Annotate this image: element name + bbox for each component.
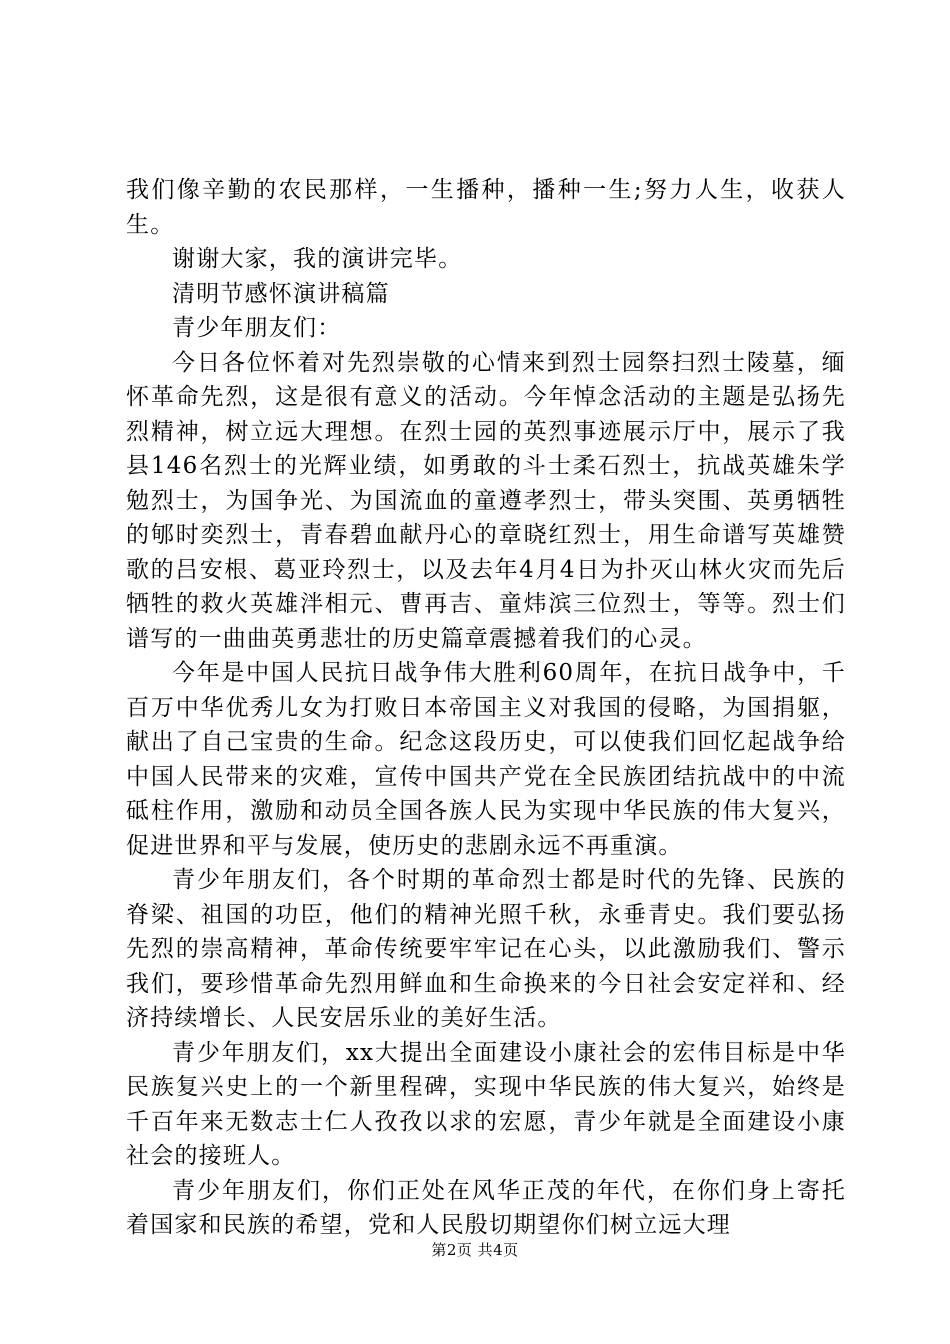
paragraph: 今年是中国人民抗日战争伟大胜利60周年，在抗日战争中，千百万中华优秀儿女为打败日本帝国主义对我国的侵略，为国捐躯，献出了自己宝贵的生命。纪念这段历史，可以使我们回忆起战争给中国人民带来的灾难，宣传中国共产党在全民族团结抗战中的中流砥柱作用，激励和动员全国各族人民为实现中华民族的伟大复兴，促进世界和平与发展，使历史的悲剧永远不再重演。 bbox=[126, 660, 846, 859]
paragraph-thanks: 谢谢大家，我的演讲完毕。 bbox=[172, 246, 463, 272]
paragraph: 青少年朋友们，各个时期的革命烈士都是时代的先锋、民族的脊梁、祖国的功臣，他们的精神光照千秋，永垂青史。我们要弘扬先烈的崇高精神，革命传统要牢牢记在心头，以此激励我们、警示我们，要珍惜革命先烈用鲜血和生命换来的今日社会安定祥和、经济持续增长、人民安居乐业的美好生活。 bbox=[126, 867, 846, 1031]
section-heading: 清明节感怀演讲稿篇 bbox=[172, 280, 390, 307]
paragraph-continuation: 我们像辛勤的农民那样，一生播种，播种一生;努力人生，收获人生。 bbox=[126, 177, 846, 238]
paragraph: 今日各位怀着对先烈崇敬的心情来到烈士园祭扫烈士陵墓，缅怀革命先烈，这是很有意义的活动。今年悼念活动的主题是弘扬先烈精神，树立远大理想。在烈士园的英烈事迹展示厅中，展示了我县146名烈士的光辉业绩，如勇敢的斗士柔石烈士，抗战英雄朱学勉烈士，为国争光、为国流血的童遵孝烈士，带头突围、英勇牺牲的郇时奕烈士，青春碧血献丹心的章晓红烈士，用生命谱写英雄赞歌的吕安根、葛亚玲烈士，以及去年4月4日为扑灭山林火灾而先后牺牲的救火英雄泮相元、曹再吉、童炜滨三位烈士，等等。烈士们谱写的一曲曲英勇悲壮的历史篇章震撼着我们的心灵。 bbox=[126, 349, 846, 652]
page-number-footer: 第2页 共4页 bbox=[431, 1241, 519, 1259]
document-body bbox=[126, 173, 846, 1243]
salutation: 青少年朋友们： bbox=[172, 315, 342, 341]
paragraph: 青少年朋友们，你们正处在风华正茂的年代，在你们身上寄托着国家和民族的希望，党和人民殷切期望你们树立远大理 bbox=[126, 1177, 846, 1238]
paragraph: 青少年朋友们，xx大提出全面建设小康社会的宏伟目标是中华民族复兴史上的一个新里程碑，实现中华民族的伟大复兴，始终是千百年来无数志士仁人孜孜以求的宏愿，青少年就是全面建设小康社会的接班人。 bbox=[126, 1039, 846, 1169]
